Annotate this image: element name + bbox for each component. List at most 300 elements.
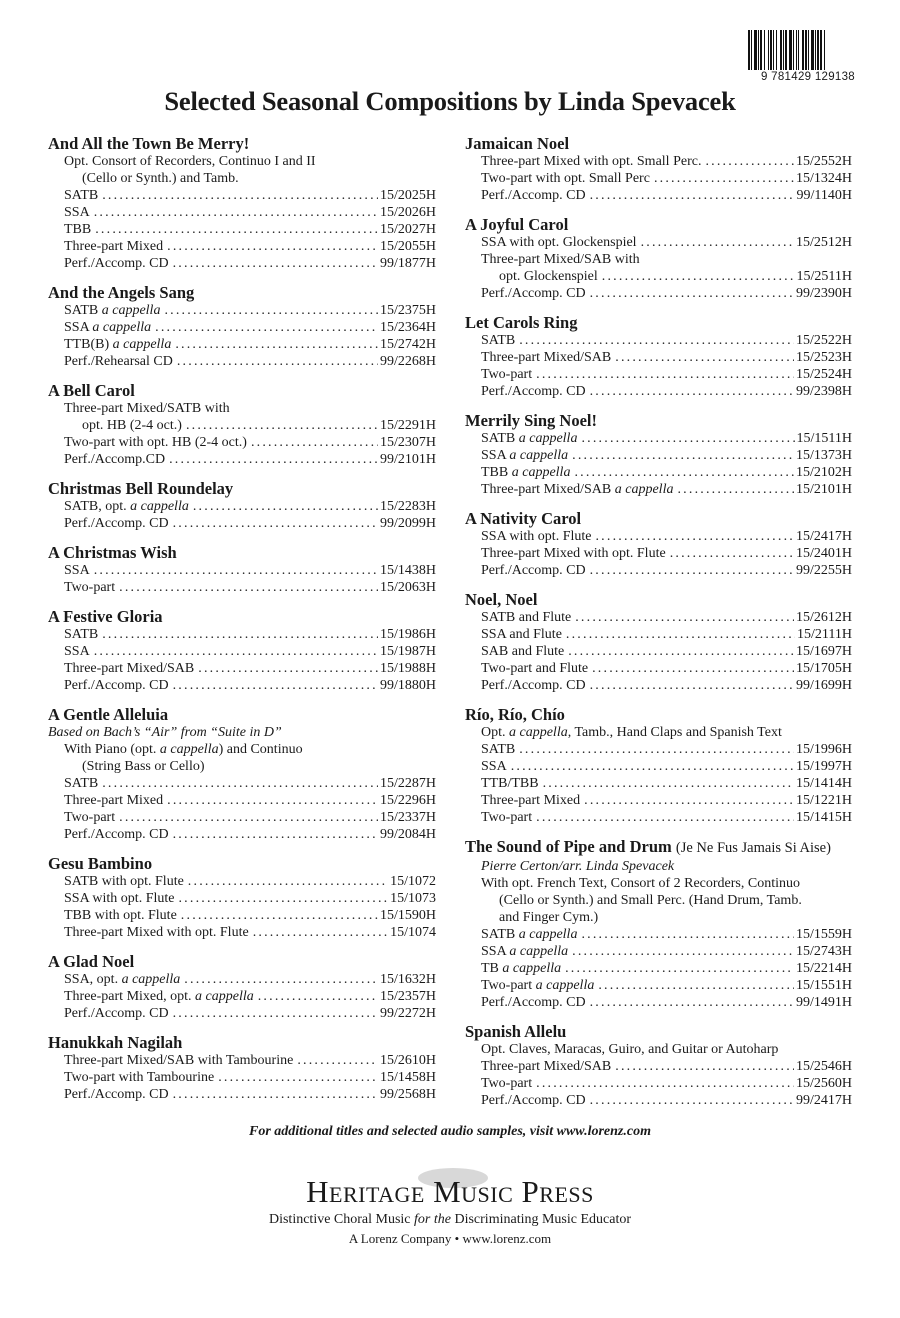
edition-row: [64, 1052, 436, 1069]
edition-voicing: [481, 332, 515, 349]
edition-row: [64, 890, 436, 907]
edition-catalog-number: 99/2568H: [380, 1087, 436, 1102]
edition-voicing: [481, 677, 586, 694]
edition-voicing: [481, 809, 532, 826]
edition-row: [64, 434, 436, 451]
edition-voicing: [481, 349, 611, 366]
composition-entry: [465, 837, 852, 1011]
edition-voicing: [481, 234, 637, 251]
edition-voicing: [64, 336, 171, 353]
edition-voicing-text: TTB(B): [64, 337, 110, 352]
dot-leader: [173, 515, 378, 532]
edition-voicing-text: Three-part Mixed with opt. Small Perc.: [481, 154, 702, 169]
edition-voicing: [481, 153, 701, 170]
edition-voicing-text: Two-part: [64, 580, 116, 595]
edition-voicing: [64, 319, 151, 336]
edition-voicing-text: Two-part: [481, 1076, 533, 1091]
composition-description: Opt. a cappella, Tamb., Hand Claps and Spanish Text: [481, 725, 782, 740]
dot-leader: [253, 924, 388, 941]
edition-voicing: [481, 626, 562, 643]
edition-catalog-number: 15/1072: [390, 874, 436, 889]
dot-leader: [218, 1069, 378, 1086]
edition-voicing: [481, 383, 586, 400]
dot-leader: [615, 1058, 794, 1075]
dot-leader: [173, 826, 378, 843]
dot-leader: [519, 332, 794, 349]
edition-row: [64, 988, 436, 1005]
edition-catalog-number: 15/1551H: [796, 978, 852, 993]
edition-catalog-number: 15/1590H: [380, 908, 436, 923]
edition-voicing: [64, 562, 90, 579]
edition-catalog-number: 15/1074: [390, 925, 436, 940]
edition-row: [481, 977, 852, 994]
edition-voicing: [64, 255, 169, 272]
edition-catalog-number: 99/1699H: [796, 678, 852, 693]
edition-voicing: [64, 434, 247, 451]
edition-voicing-text: opt. Glockenspiel: [499, 269, 598, 284]
dot-leader: [705, 153, 794, 170]
edition-voicing: [64, 775, 98, 792]
edition-voicing: [481, 464, 570, 481]
dot-leader: [590, 383, 794, 400]
dot-leader: [568, 643, 794, 660]
edition-voicing-text: TBB with opt. Flute: [64, 908, 177, 923]
dot-leader: [169, 451, 378, 468]
edition-voicing: [64, 400, 230, 417]
edition-row: [64, 924, 436, 941]
dot-leader: [173, 1005, 378, 1022]
edition-voicing-text: SSA with opt. Flute: [64, 891, 175, 906]
dot-leader: [584, 792, 794, 809]
edition-catalog-number: 99/2255H: [796, 563, 852, 578]
edition-catalog-number: 15/1073: [390, 891, 436, 906]
dot-leader: [102, 775, 378, 792]
edition-voicing-text: SSA: [64, 205, 90, 220]
edition-voicing: [481, 792, 580, 809]
composition-title-text: Merrily Sing Noel!: [465, 411, 597, 430]
edition-catalog-number: 15/2743H: [796, 944, 852, 959]
composition-title: [48, 854, 436, 873]
edition-voicing: [64, 792, 163, 809]
page-title: Selected Seasonal Compositions by Linda Spevacek: [164, 86, 736, 116]
edition-voicing: [481, 926, 577, 943]
edition-catalog-number: 15/2307H: [380, 435, 436, 450]
edition-voicing-text: Two-part and Flute: [481, 661, 589, 676]
edition-catalog-number: 15/1997H: [796, 759, 852, 774]
edition-voicing: [64, 1086, 169, 1103]
edition-voicing-text: Two-part: [64, 810, 116, 825]
composition-entry: [465, 509, 852, 579]
edition-row: [481, 943, 852, 960]
edition-catalog-number: 15/2552H: [796, 154, 852, 169]
composition-title: [465, 705, 852, 724]
edition-a-cappella: a cappella: [121, 972, 181, 987]
edition-voicing-text: Three-part Mixed/SAB: [64, 661, 195, 676]
edition-row: [499, 268, 852, 285]
dot-leader: [119, 809, 378, 826]
edition-row: [481, 234, 852, 251]
dot-leader: [177, 353, 378, 370]
dot-leader: [119, 579, 378, 596]
composition-title: [465, 313, 852, 332]
dot-leader: [94, 562, 378, 579]
edition-row: [481, 285, 852, 302]
composition-title: [48, 705, 436, 724]
edition-row: [64, 775, 436, 792]
edition-voicing-text: SSA: [64, 563, 90, 578]
edition-catalog-number: 99/2417H: [796, 1093, 852, 1108]
edition-voicing-text: SSA: [481, 448, 506, 463]
edition-row: [481, 481, 852, 498]
edition-voicing-text: Perf./Accomp.CD: [64, 452, 166, 467]
edition-row: [64, 660, 436, 677]
composition-entry: [465, 1022, 852, 1109]
composition-entry: [465, 590, 852, 694]
edition-a-cappella: a cappella: [509, 448, 569, 463]
edition-voicing-text: SATB: [64, 303, 99, 318]
edition-voicing-text: Two-part with Tambourine: [64, 1070, 215, 1085]
edition-voicing: [481, 251, 640, 268]
edition-voicing-text: SATB: [64, 188, 99, 203]
edition-row: [481, 349, 852, 366]
edition-a-cappella: a cappella: [130, 499, 189, 514]
edition-voicing-text: Three-part Mixed: [64, 239, 164, 254]
dot-leader: [590, 285, 794, 302]
edition-voicing-text: SSA, opt.: [64, 972, 119, 987]
edition-voicing: [481, 660, 588, 677]
edition-catalog-number: 15/1705H: [796, 661, 852, 676]
composition-title: [465, 215, 852, 234]
edition-row: [64, 400, 436, 417]
edition-catalog-number: 15/2287H: [380, 776, 436, 791]
edition-row: [64, 238, 436, 255]
edition-voicing-text: SATB with opt. Flute: [64, 874, 184, 889]
composition-title-text: And the Angels Sang: [48, 283, 195, 302]
edition-voicing: [481, 758, 507, 775]
edition-voicing-text: SATB: [481, 431, 516, 446]
edition-row: [481, 1058, 852, 1075]
edition-a-cappella: a cappella: [518, 927, 578, 942]
edition-catalog-number: 15/2511H: [796, 269, 852, 284]
composition-entry: [465, 313, 852, 400]
edition-voicing-text: Perf./Accomp. CD: [481, 286, 586, 301]
composition-title: [48, 283, 436, 302]
isbn-number: 9 781429 129138: [760, 71, 856, 83]
edition-voicing-text: Three-part Mixed with opt. Flute: [481, 546, 666, 561]
edition-row: [481, 545, 852, 562]
composition-description: Opt. Consort of Recorders, Continuo I and II: [64, 154, 316, 169]
composition-title-note: (Je Ne Fus Jamais Si Aise): [675, 840, 831, 856]
composition-title: [465, 837, 852, 858]
dot-leader: [102, 187, 378, 204]
dot-leader: [186, 417, 378, 434]
edition-catalog-number: 99/2268H: [380, 354, 436, 369]
edition-voicing: [481, 960, 561, 977]
edition-row: [64, 907, 436, 924]
edition-voicing: [64, 643, 90, 660]
edition-voicing: [64, 451, 165, 468]
dot-leader: [173, 677, 378, 694]
composition-title-text: Spanish Allelu: [465, 1022, 567, 1041]
composition-title: [48, 479, 436, 498]
edition-catalog-number: 15/1414H: [796, 776, 852, 791]
composition-description: (Cello or Synth.) and Tamb.: [82, 171, 239, 186]
dot-leader: [670, 545, 794, 562]
edition-catalog-number: 99/1877H: [380, 256, 436, 271]
edition-voicing: [481, 366, 532, 383]
edition-voicing-text: SATB: [481, 333, 516, 348]
edition-row: [481, 464, 852, 481]
edition-catalog-number: 15/1559H: [796, 927, 852, 942]
dot-leader: [94, 643, 378, 660]
edition-voicing-text: Three-part Mixed/SAB with Tambourine: [64, 1053, 294, 1068]
composition-title-text: Gesu Bambino: [48, 854, 153, 873]
edition-catalog-number: 15/2337H: [380, 810, 436, 825]
composition-entry: [48, 381, 436, 468]
edition-a-cappella: a cappella: [502, 961, 562, 976]
edition-row: [481, 251, 852, 268]
edition-voicing-text: Perf./Accomp. CD: [481, 678, 586, 693]
edition-voicing: [64, 204, 90, 221]
edition-voicing: [64, 988, 254, 1005]
edition-voicing-text: SSA: [481, 944, 506, 959]
publisher-logo: [0, 1174, 900, 1247]
edition-voicing: [481, 1092, 586, 1109]
composition-title: [48, 952, 436, 971]
dot-leader: [677, 481, 794, 498]
edition-voicing-text: Perf./Rehearsal CD: [64, 354, 173, 369]
edition-row: [64, 204, 436, 221]
edition-a-cappella: a cappella: [535, 978, 595, 993]
edition-catalog-number: 15/1511H: [796, 431, 852, 446]
composition-title: [48, 134, 436, 153]
edition-voicing-text: Perf./Accomp. CD: [481, 188, 586, 203]
composition-title-text: Let Carols Ring: [465, 313, 578, 332]
dot-leader: [198, 660, 378, 677]
edition-row: [64, 971, 436, 988]
edition-voicing: [481, 775, 539, 792]
edition-voicing: [64, 1005, 169, 1022]
edition-row: [481, 528, 852, 545]
dot-leader: [615, 349, 794, 366]
edition-voicing: [481, 447, 568, 464]
edition-row: [481, 383, 852, 400]
edition-catalog-number: 15/2357H: [380, 989, 436, 1004]
edition-row: [481, 660, 852, 677]
edition-voicing: [64, 187, 98, 204]
edition-voicing: [64, 515, 169, 532]
edition-catalog-number: 15/2512H: [796, 235, 852, 250]
composition-title-text: A Christmas Wish: [48, 543, 177, 562]
dot-leader: [565, 960, 794, 977]
dot-leader: [590, 677, 794, 694]
edition-voicing: [481, 741, 515, 758]
edition-voicing: [64, 826, 169, 843]
edition-catalog-number: 15/2364H: [380, 320, 436, 335]
edition-voicing-text: Three-part Mixed/SAB: [481, 482, 612, 497]
dot-leader: [519, 741, 794, 758]
dot-leader: [590, 994, 794, 1011]
edition-voicing-text: Three-part Mixed/SAB: [481, 1059, 612, 1074]
edition-voicing-text: SATB: [481, 742, 516, 757]
edition-voicing: [64, 809, 115, 826]
edition-row: [64, 1086, 436, 1103]
edition-voicing: [481, 1058, 611, 1075]
edition-catalog-number: 15/2296H: [380, 793, 436, 808]
edition-row: [481, 332, 852, 349]
edition-row: [481, 758, 852, 775]
edition-row: [64, 515, 436, 532]
composition-title-text: Río, Río, Chío: [465, 705, 565, 724]
edition-a-cappella: a cappella: [112, 337, 172, 352]
composition-entry: [48, 479, 436, 532]
edition-catalog-number: 15/1221H: [796, 793, 852, 808]
dot-leader: [164, 302, 378, 319]
edition-voicing: [481, 609, 571, 626]
edition-row: [64, 677, 436, 694]
composition-title: [465, 411, 852, 430]
edition-row: [64, 626, 436, 643]
dot-leader: [654, 170, 794, 187]
dot-leader: [581, 430, 794, 447]
composition-title-text: The Sound of Pipe and Drum: [465, 837, 672, 856]
barcode-bars: [748, 30, 868, 70]
edition-voicing-text: Perf./Accomp. CD: [64, 516, 169, 531]
edition-row: [64, 562, 436, 579]
edition-catalog-number: 15/1697H: [796, 644, 852, 659]
composition-source-note: Based on Bach’s “Air” from “Suite in D”: [48, 725, 282, 740]
edition-catalog-number: 15/2560H: [796, 1076, 852, 1091]
composition-title-text: A Festive Gloria: [48, 607, 163, 626]
dot-leader: [575, 609, 794, 626]
composition-entry: [465, 134, 852, 204]
dot-leader: [590, 1092, 794, 1109]
edition-a-cappella: a cappella: [509, 944, 569, 959]
dot-leader: [536, 1075, 794, 1092]
dot-leader: [258, 988, 378, 1005]
edition-voicing-text: SATB, opt.: [64, 499, 127, 514]
edition-row: [481, 447, 852, 464]
left-column: [48, 134, 436, 1114]
edition-catalog-number: 15/2291H: [380, 418, 436, 433]
dot-leader: [167, 238, 378, 255]
edition-voicing-text: Three-part Mixed/SAB with: [481, 252, 640, 267]
composition-title: [48, 381, 436, 400]
edition-row: [481, 366, 852, 383]
edition-voicing: [64, 677, 169, 694]
dot-leader: [566, 626, 795, 643]
footer-note: For additional titles and selected audio samples, visit www.lorenz.com: [248, 1124, 651, 1139]
edition-catalog-number: 99/2084H: [380, 827, 436, 842]
dot-leader: [574, 464, 794, 481]
edition-catalog-number: 15/2027H: [380, 222, 436, 237]
edition-voicing-text: SAB and Flute: [481, 644, 565, 659]
edition-voicing-text: TBB: [64, 222, 92, 237]
composition-title-text: Jamaican Noel: [465, 134, 570, 153]
edition-voicing-text: SSA: [64, 644, 90, 659]
edition-voicing: [481, 285, 586, 302]
composition-title-text: Noel, Noel: [465, 590, 538, 609]
edition-catalog-number: 15/2401H: [796, 546, 852, 561]
edition-voicing: [64, 302, 160, 319]
composition-title: [465, 1022, 852, 1041]
edition-a-cappella: a cappella: [92, 320, 152, 335]
edition-voicing-text: SATB: [64, 627, 99, 642]
edition-voicing: [64, 626, 98, 643]
edition-voicing: [64, 1052, 293, 1069]
edition-voicing-text: Two-part: [481, 810, 533, 825]
publisher-line: A Lorenz Company • www.lorenz.com: [348, 1231, 552, 1246]
edition-voicing: [64, 971, 180, 988]
barcode: [748, 30, 868, 83]
edition-catalog-number: 15/1632H: [380, 972, 436, 987]
composition-title: [465, 590, 852, 609]
edition-voicing-text: TBB: [481, 465, 509, 480]
composition-entry: [48, 952, 436, 1022]
edition-row: [481, 153, 852, 170]
edition-voicing: [64, 353, 173, 370]
edition-catalog-number: 15/2546H: [796, 1059, 852, 1074]
edition-row: [481, 430, 852, 447]
composition-title-text: Hanukkah Nagilah: [48, 1033, 183, 1052]
edition-row: [481, 1092, 852, 1109]
dot-leader: [595, 528, 794, 545]
edition-voicing-text: Perf./Accomp. CD: [64, 1087, 169, 1102]
composition-title-text: And All the Town Be Merry!: [48, 134, 250, 153]
edition-catalog-number: 99/2101H: [380, 452, 436, 467]
right-column: [465, 134, 852, 1120]
edition-row: [64, 255, 436, 272]
edition-row: [64, 221, 436, 238]
composition-credit: Pierre Certon/arr. Linda Spevacek: [481, 859, 675, 874]
composition-description: With opt. French Text, Consort of 2 Recorders, Continuo: [481, 876, 800, 891]
edition-row: [64, 187, 436, 204]
composition-entry: [48, 705, 436, 843]
edition-catalog-number: 15/2111H: [797, 627, 852, 642]
edition-voicing: [64, 890, 174, 907]
dot-leader: [173, 1086, 378, 1103]
edition-voicing-text: Perf./Accomp. CD: [481, 995, 586, 1010]
edition-voicing-text: SSA: [64, 320, 89, 335]
edition-catalog-number: 15/1987H: [380, 644, 436, 659]
edition-catalog-number: 15/2610H: [380, 1053, 436, 1068]
composition-description: With Piano (opt. a cappella) and Continuo: [64, 742, 303, 757]
composition-title: [465, 134, 852, 153]
dot-leader: [175, 336, 378, 353]
dot-leader: [155, 319, 378, 336]
edition-voicing-text: SSA: [481, 759, 507, 774]
edition-voicing-text: Perf./Accomp. CD: [64, 1006, 169, 1021]
edition-voicing-text: SSA and Flute: [481, 627, 562, 642]
edition-voicing: [64, 1069, 214, 1086]
composition-title: [465, 509, 852, 528]
dot-leader: [572, 447, 794, 464]
edition-row: [64, 451, 436, 468]
composition-entry: [48, 543, 436, 596]
edition-voicing-text: TTB/TBB: [481, 776, 539, 791]
edition-row: [481, 775, 852, 792]
edition-row: [82, 417, 436, 434]
composition-title: [48, 1033, 436, 1052]
edition-row: [481, 809, 852, 826]
edition-catalog-number: 99/1140H: [796, 188, 852, 203]
dot-leader: [167, 792, 378, 809]
edition-voicing-text: Two-part: [481, 978, 533, 993]
dot-leader: [193, 498, 378, 515]
edition-row: [64, 319, 436, 336]
composition-entry: [48, 283, 436, 370]
edition-voicing-text: Perf./Accomp. CD: [481, 384, 586, 399]
